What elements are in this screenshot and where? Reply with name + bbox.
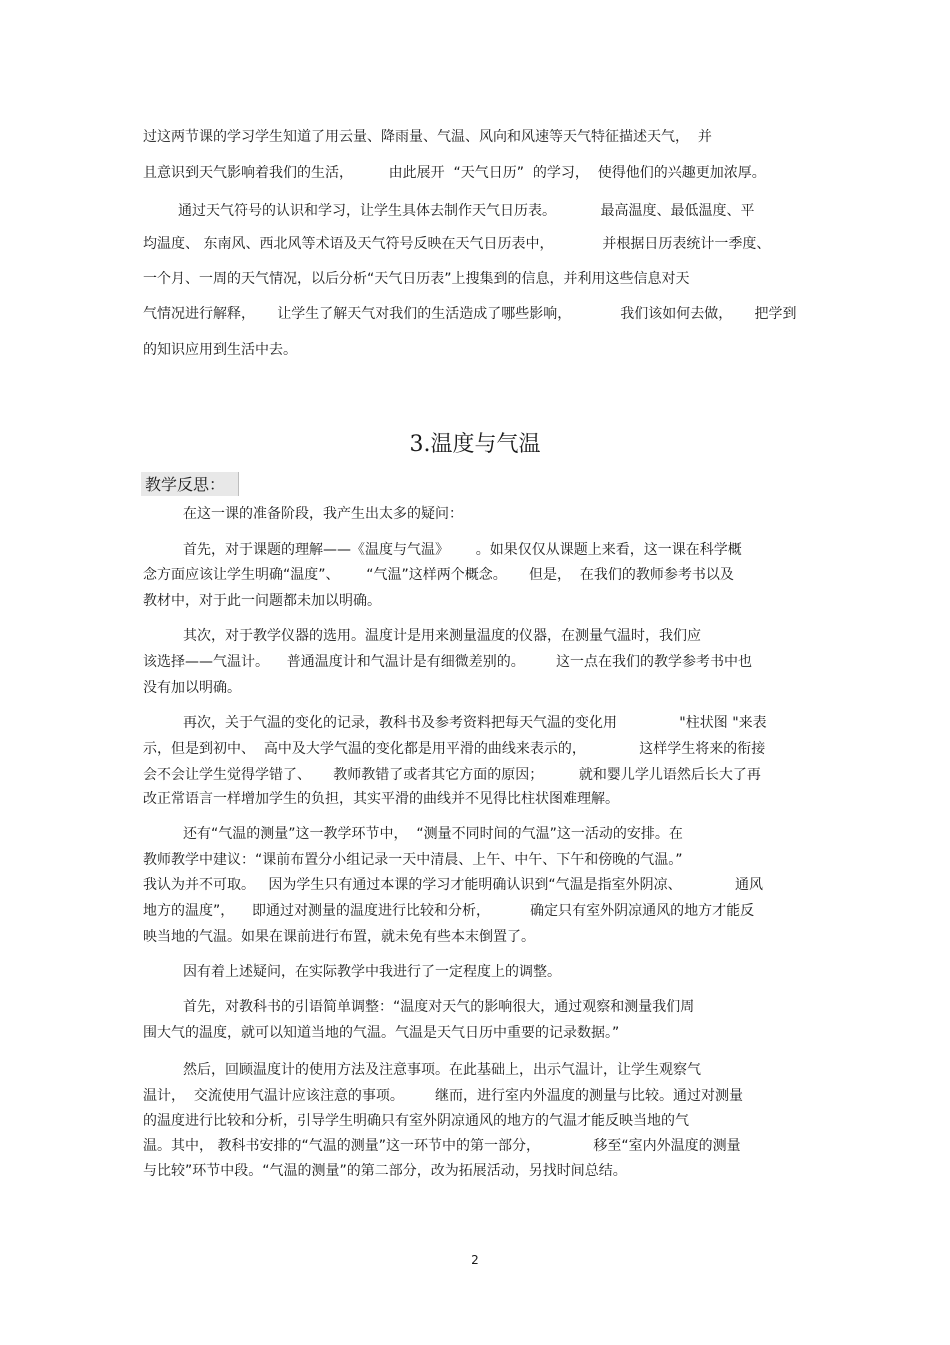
paragraph-8-line-2: 温计， 交流使用气温计应该注意的事项。 继而，进行室内外温度的测量与比较。通过对测量: [143, 1088, 744, 1104]
paragraph-5-line-1: 还有“气温的测量”这一教学环节中， “测量不同时间的气温”这一活动的安排。在: [183, 826, 683, 842]
paragraph-2-line-1: 首先，对于课题的理解——《温度与气温》 。如果仅仅从课题上来看，这一课在科学概: [183, 542, 742, 558]
intro-line-1: 过这两节课的学习学生知道了用云量、降雨量、气温、风向和风速等天气特征描述天气， 并: [143, 129, 712, 145]
paragraph-2-line-2: 念方面应该让学生明确“温度”、 “气温”这样两个概念。 但是， 在我们的教师参考书以及: [143, 567, 734, 583]
reflection-label: 教学反思：: [145, 475, 226, 494]
paragraph-4-line-2: 示，但是到初中、 高中及大学气温的变化都是用平滑的曲线来表示的， 这样学生将来的衔接: [143, 741, 766, 757]
paragraph-4-line-3: 会不会让学生觉得学错了、 教师教错了或者其它方面的原因； 就和婴儿学儿语然后长大了再: [143, 767, 761, 783]
paragraph-7-line-1: 首先，对教科书的引语简单调整：“温度对天气的影响很大，通过观察和测量我们周: [183, 999, 695, 1015]
intro-line-2: 且意识到天气影响着我们的生活， 由此展开 “天气日历” 的学习， 使得他们的兴趣更加浓厚。: [143, 165, 766, 181]
paragraph-3-line-1: 其次，对于教学仪器的选用。温度计是用来测量温度的仪器，在测量气温时，我们应: [183, 628, 701, 644]
paragraph-5-line-3: 我认为并不可取。 因为学生只有通过本课的学习才能明确认识到“气温是指室外阴凉、 通风: [143, 877, 764, 893]
paragraph-6-line-1: 因有着上述疑问，在实际教学中我进行了一定程度上的调整。: [183, 964, 561, 980]
page-number: 2: [471, 1253, 479, 1267]
intro-line-7: 的知识应用到生活中去。: [143, 342, 297, 358]
paragraph-8-line-4: 温。其中， 教科书安排的“气温的测量”这一环节中的第一部分， 移至“室内外温度的测量: [143, 1138, 741, 1154]
paragraph-8-line-3: 的温度进行比较和分析，引导学生明确只有室外阴凉通风的地方的气温才能反映当地的气: [143, 1113, 689, 1129]
intro-line-3: 通过天气符号的认识和学习，让学生具体去制作天气日历表。 最高温度、最低温度、平: [178, 203, 755, 219]
intro-line-5: 一个月、一周的天气情况，以后分析“天气日历表”上搜集到的信息，并利用这些信息对天: [143, 271, 690, 287]
paragraph-4-line-4: 改正常语言一样增加学生的负担，其实平滑的曲线并不见得比柱状图难理解。: [143, 791, 619, 807]
paragraph-8-line-1: 然后，回顾温度计的使用方法及注意事项。在此基础上，出示气温计，让学生观察气: [183, 1062, 701, 1078]
paragraph-4-line-1: 再次，关于气温的变化的记录，教科书及参考资料把每天气温的变化用 "柱状图 "来表: [183, 715, 767, 731]
paragraph-5-line-2: 教师教学中建议：“课前布置分小组记录一天中清晨、上午、中午、下午和傍晚的气温。”: [143, 852, 683, 868]
paragraph-2-line-3: 教材中，对于此一问题都未加以明确。: [143, 593, 381, 609]
paragraph-1-line-1: 在这一课的准备阶段，我产生出太多的疑问：: [183, 506, 463, 522]
section-title: 3.温度与气温: [409, 432, 541, 457]
intro-line-6: 气情况进行解释， 让学生了解天气对我们的生活造成了哪些影响， 我们该如何去做， 把学到: [143, 306, 797, 322]
paragraph-3-line-3: 没有加以明确。: [143, 680, 241, 696]
paragraph-8-line-5: 与比较”环节中段。“气温的测量”的第二部分，改为拓展活动，另找时间总结。: [143, 1163, 627, 1179]
paragraph-5-line-4: 地方的温度”， 即通过对测量的温度进行比较和分析， 确定只有室外阴凉通风的地方才能反: [143, 903, 755, 919]
paragraph-3-line-2: 该选择——气温计。 普通温度计和气温计是有细微差别的。 这一点在我们的教学参考书中也: [143, 654, 752, 670]
paragraph-5-line-5: 映当地的气温。如果在课前进行布置，就未免有些本末倒置了。: [143, 929, 535, 945]
intro-line-4: 均温度、 东南风、西北风等术语及天气符号反映在天气日历表中， 并根据日历表统计一季度、: [143, 236, 771, 252]
paragraph-7-line-2: 围大气的温度，就可以知道当地的气温。气温是天气日历中重要的记录数据。”: [143, 1025, 620, 1041]
